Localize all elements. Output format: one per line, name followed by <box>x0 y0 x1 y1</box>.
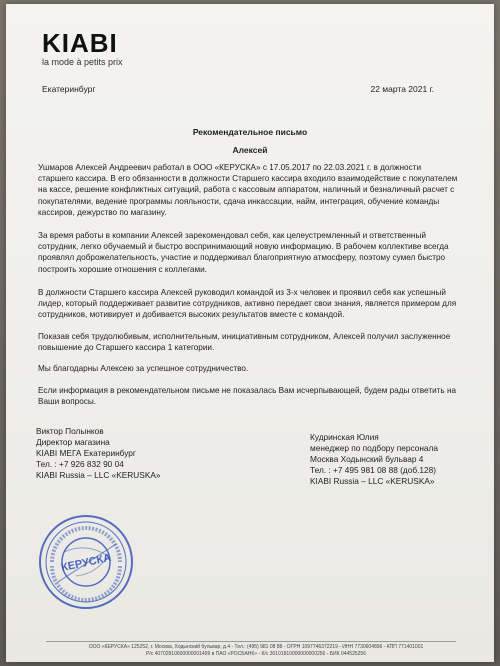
signatory-right-position: менеджер по подбору персонала <box>310 443 439 453</box>
signatory-right-name: Кудринская Юлия <box>310 432 379 442</box>
footer-line-2: Р/с 40702810600000001499 в ПАО «РОСБАНК» - К/с 30101810000000000256 - БИК 044525256 <box>146 651 366 657</box>
signatory-left-phone: Тел. : +7 926 832 90 04 <box>36 459 124 469</box>
signatory-right-address: Москва Ходынский бульвар 4 <box>310 454 424 464</box>
signatory-left-store: KIABI МЕГА Екатеринбург <box>36 448 136 458</box>
letter-city: Екатеринбург <box>42 84 96 94</box>
stamp-center-text: КЕРУСКА <box>60 551 113 575</box>
letter-sheet <box>6 4 494 662</box>
letter-paragraph-1: Ушмаров Алексей Андреевич работал в ООО «КЕРУСКА» с 17.05.2017 по 22.03.2021 г. в должности старшего кассира. В его обязанности в должности Старшего кассира входило взаимодействие с покупателем на кассе, решение конфликтных ситуаций, работа с кассовым аппаратом, наличный и безналичный расчет с покупателями, ведение программы лояльности, сдача инкассации, найм, интеграция, обучение команды кассиров, дежурство по магазину. <box>38 163 458 217</box>
signatory-left <box>36 426 161 481</box>
letter-paragraph-6: Если информация в рекомендательном письме не показалась Вам исчерпывающей, будем рады ответить на Ваши вопросы. <box>38 386 457 407</box>
kiabi-logo <box>42 30 123 67</box>
letter-footer <box>46 644 466 658</box>
letter-paragraph-3: В должности Старшего кассира Алексей руководил командой из 3-х человек и проявил себя как успешный лидер, который поддерживает развитие сотрудников, активно передает свои знания, является примером для сотрудников, мотивирует и добивается высоких результатов вместе с командой. <box>38 288 457 320</box>
letter-addressee: Алексей <box>232 145 268 155</box>
footer-divider <box>46 641 456 642</box>
signatory-left-position: Директор магазина <box>36 437 110 447</box>
logo-wordmark: KIABI <box>42 28 118 58</box>
company-stamp-icon <box>36 512 136 612</box>
signatory-right-company: KIABI Russia – LLC «KERUSKA» <box>310 476 435 486</box>
signatory-right-phone: Тел. : +7 495 981 08 88 (доб.128) <box>310 465 437 475</box>
logo-tagline: la mode à petits prix <box>42 57 123 67</box>
letter-date: 22 марта 2021 г. <box>370 84 434 94</box>
footer-line-1: ООО «КЕРУСКА» 125252, г. Москва, Ходынский бульвар, д.4 - Тел.: (495) 981 08 88 - ОГРН 1097746372219 - ИНН 7730604896 - КПП 771401001 <box>88 644 424 650</box>
letter-paragraph-4: Показав себя трудолюбивым, исполнительным, инициативным сотрудником, Алексей получил заслуженное повышение до Старшего кассира 1 категории. <box>38 332 451 353</box>
signatory-left-company: KIABI Russia – LLC «KERUSKA» <box>36 470 161 480</box>
signatory-right <box>310 432 438 487</box>
letter-title: Рекомендательное письмо <box>192 127 308 137</box>
signatory-left-name: Виктор Полынков <box>36 426 104 436</box>
letter-paragraph-5: Мы благодарны Алексею за успешное сотрудничество. <box>38 364 249 373</box>
letter-paragraph-2: За время работы в компании Алексей зарекомендовал себя, как целеустремленный и ответственный сотрудник, легко обучаемый и быстро воспринимающий новую информацию. В рабочем коллективе всегда проявлял доброжелательность, участие и поддерживал благоприятную атмосферу, поэтому сумел быстро построить хорошие отношения с коллегами. <box>38 231 449 274</box>
